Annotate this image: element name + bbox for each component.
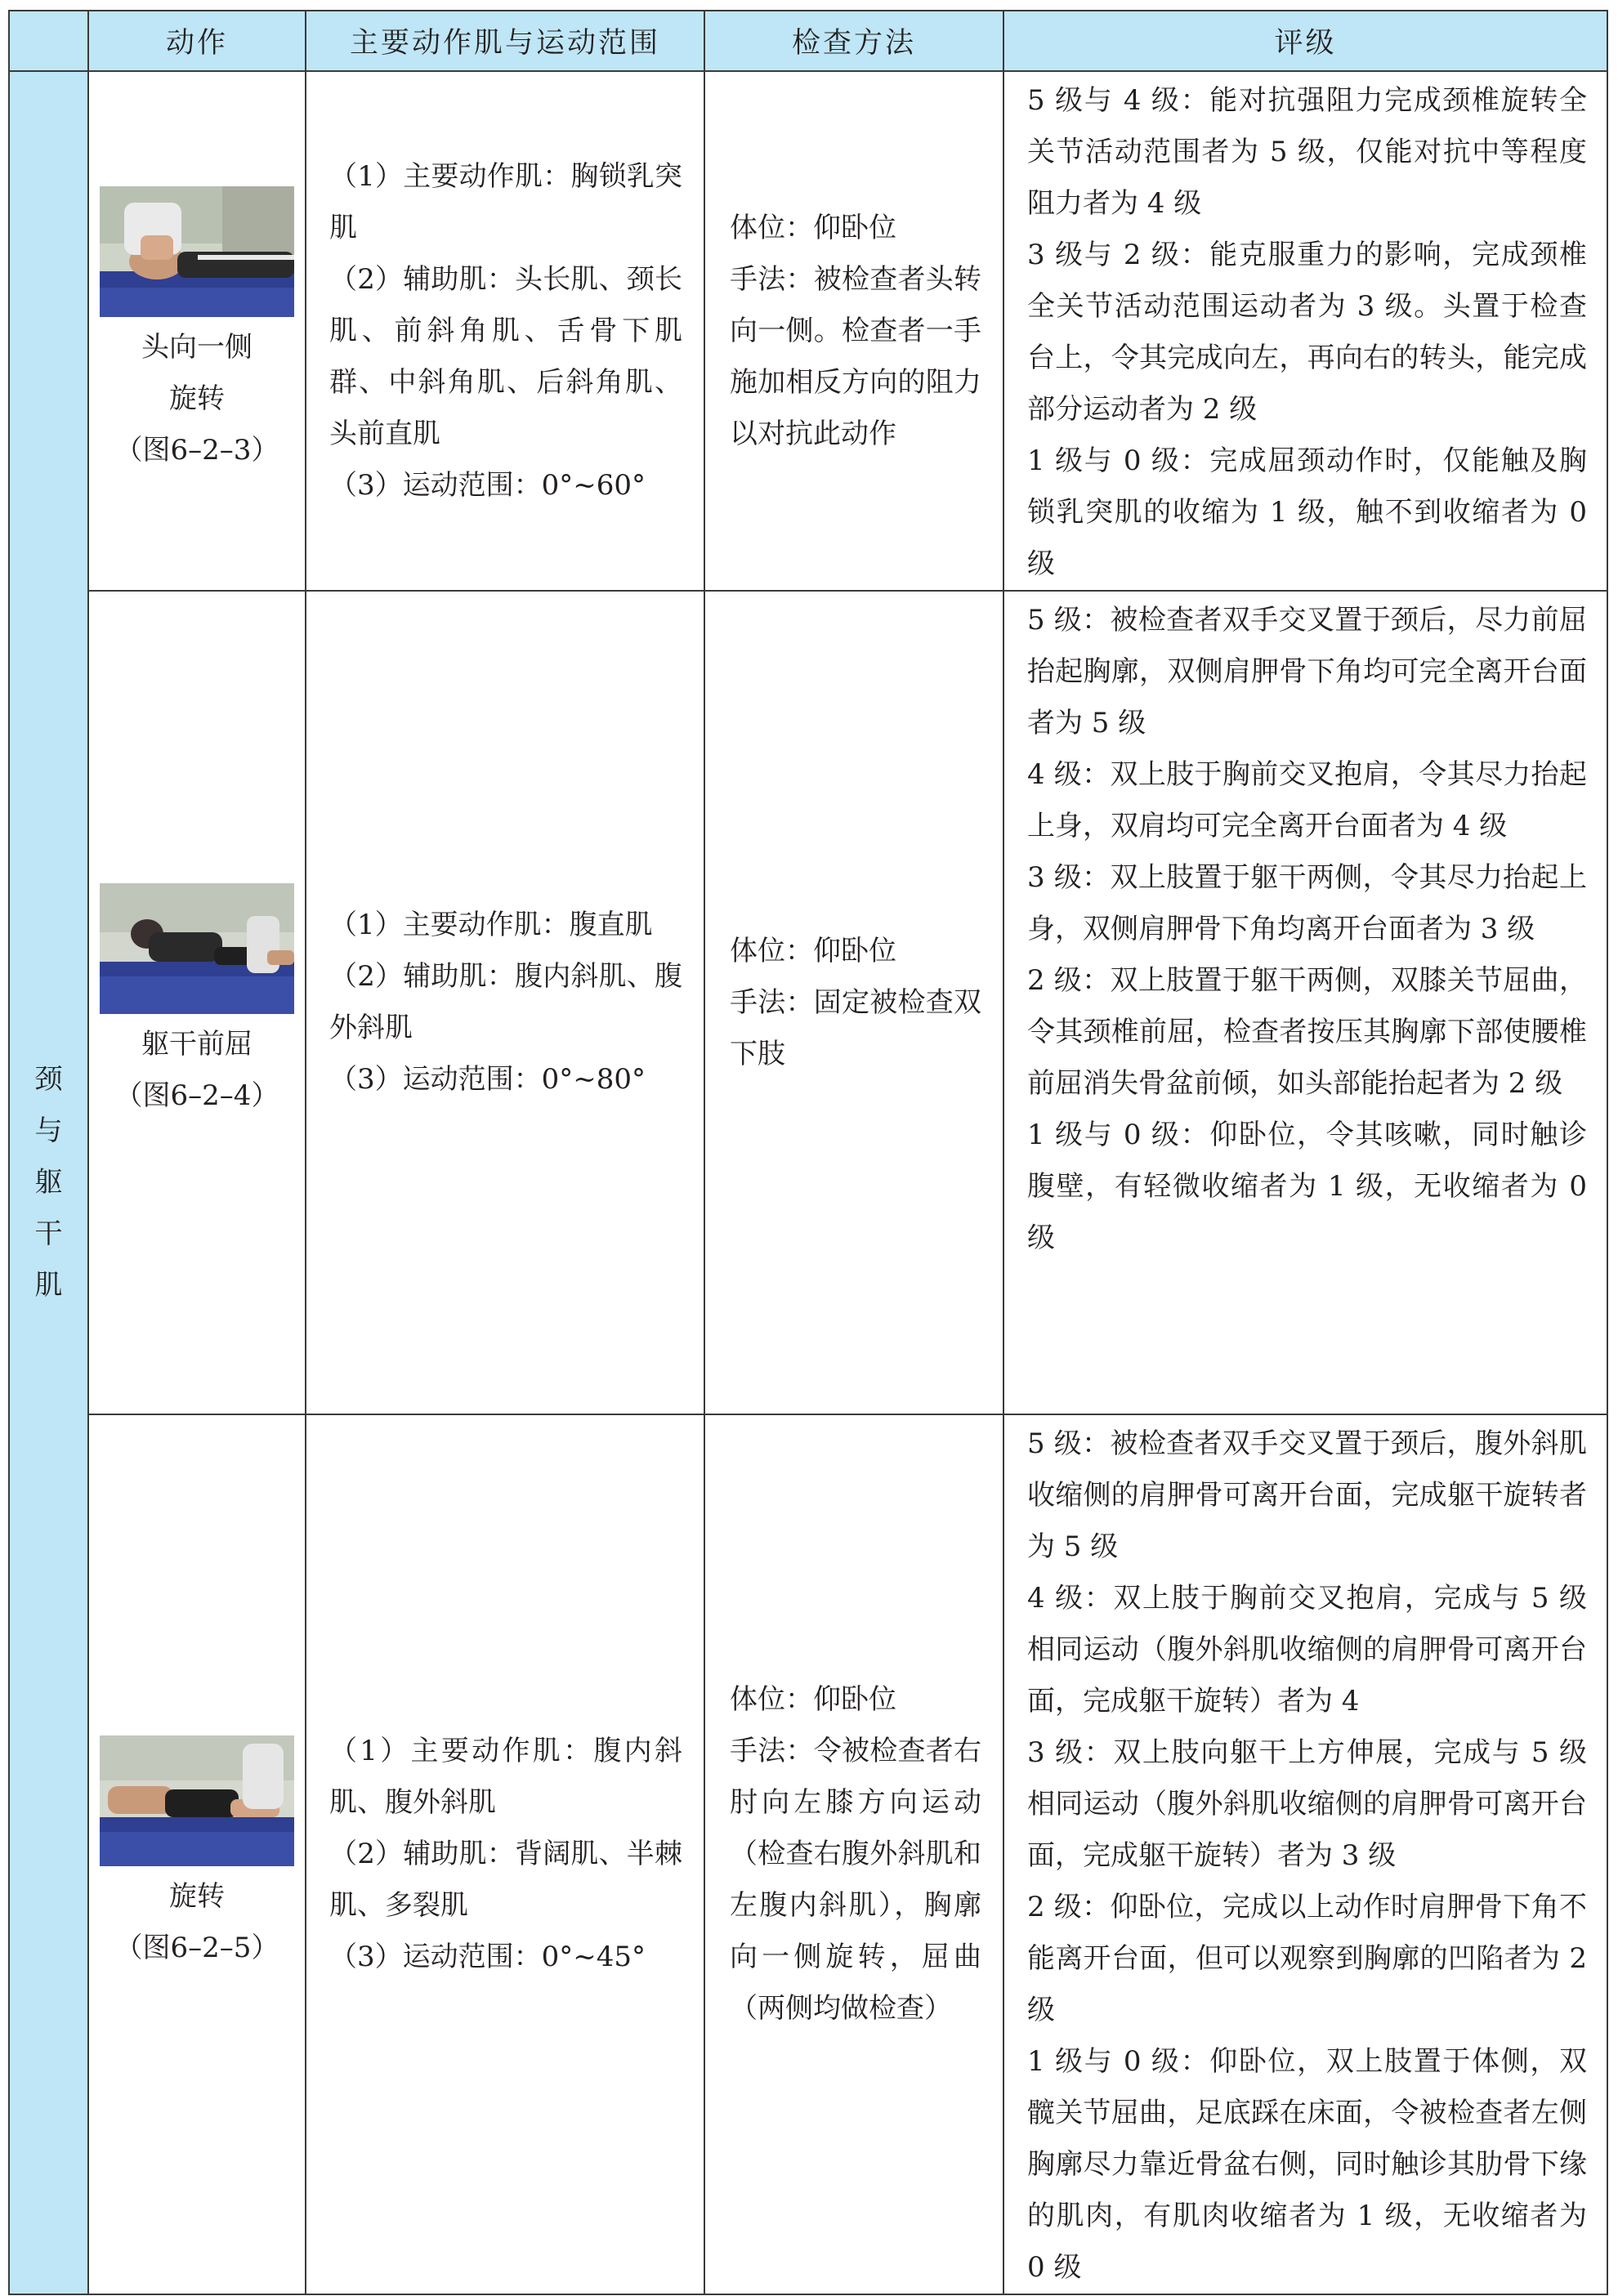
muscles-line: （3）运动范围：0°~60° <box>329 468 646 502</box>
grading-cell <box>1003 1414 1607 2294</box>
grading-line: 5 级：被检查者双手交叉置于颈后，尽力前屈抬起胸廓，双侧肩胛骨下角均可完全离开台面者为 5 级 <box>1027 604 1587 739</box>
group-char: 干 <box>34 1217 63 1250</box>
table-row <box>9 71 1607 591</box>
header-action: 动作 <box>88 11 306 71</box>
group-char: 颈 <box>34 1063 63 1096</box>
muscles-line: （3）运动范围：0°~80° <box>329 1063 646 1096</box>
method-cell <box>704 591 1003 1414</box>
grading-line: 5 级：被检查者双手交叉置于颈后，腹外斜肌收缩侧的肩胛骨可离开台面，完成躯干旋转者为 5 级 <box>1027 1427 1587 1563</box>
action-name-line: 头向一侧 <box>141 330 253 364</box>
grading-line: 2 级：仰卧位，完成以上动作时肩胛骨下角不能离开台面，但可以观察到胸廓的凹陷者为 2 级 <box>1027 1891 1587 2026</box>
muscles-cell <box>306 71 704 591</box>
action-cell <box>88 1414 306 2294</box>
muscles-line: （1）主要动作肌：腹直肌 <box>329 909 653 941</box>
group-char: 肌 <box>34 1269 63 1302</box>
grading-line: 4 级：双上肢于胸前交叉抱肩，令其尽力抬起上身，双肩均可完全离开台面者为 4 级 <box>1027 758 1587 842</box>
group-char: 躯 <box>34 1166 63 1199</box>
header-muscles: 主要动作肌与运动范围 <box>306 11 704 71</box>
action-cell <box>88 591 306 1414</box>
grading-line: 1 级与 0 级：仰卧位，令其咳嗽，同时触诊腹壁，有轻微收缩者为 1 级，无收缩者为 0 级 <box>1027 1119 1587 1254</box>
method-line: 体位：仰卧位 <box>730 934 896 967</box>
figure-ref: （图6–2–5） <box>114 1931 279 1964</box>
grading-line: 3 级：双上肢置于躯干两侧，令其尽力抬起上身，双侧肩胛骨下角均离开台面者为 3 级 <box>1027 861 1587 945</box>
method-cell <box>704 1414 1003 2294</box>
grading-line: 2 级：双上肢置于躯干两侧，双膝关节屈曲，令其颈椎前屈，检查者按压其胸廓下部使腰椎前屈消失骨盆前倾，如头部能抬起者为 2 级 <box>1027 964 1587 1100</box>
muscles-line: （2）辅助肌：头长肌、颈长肌、前斜角肌、舌骨下肌群、中斜角肌、后斜角肌、头前直肌 <box>329 262 682 450</box>
muscles-line: （1）主要动作肌：胸锁乳突肌 <box>329 159 682 244</box>
table-row <box>9 1414 1607 2294</box>
muscles-line: （2）辅助肌：背阔肌、半棘肌、多裂肌 <box>329 1838 682 1922</box>
trunk-flexion-photo-icon <box>100 883 294 1014</box>
muscles-cell <box>306 591 704 1414</box>
grading-line: 3 级：双上肢向躯干上方伸展，完成与 5 级相同运动（腹外斜肌收缩侧的肩胛骨可离开台面，完成躯干旋转）者为 3 级 <box>1027 1736 1587 1872</box>
header-corner <box>9 11 88 71</box>
method-cell <box>704 71 1003 591</box>
figure-ref: （图6–2–3） <box>114 433 279 467</box>
method-line: 体位：仰卧位 <box>730 1683 896 1716</box>
method-line: 体位：仰卧位 <box>730 211 896 244</box>
group-char: 与 <box>34 1114 63 1147</box>
action-name-line: 躯干前屈 <box>141 1028 253 1061</box>
muscles-line: （1）主要动作肌：腹内斜肌、腹外斜肌 <box>329 1735 682 1819</box>
header-row <box>9 11 1607 71</box>
method-line: 手法：令被检查者右肘向左膝方向运动（检查右腹外斜肌和左腹内斜肌），胸廓向一侧旋转，屈曲（两侧均做检查） <box>730 1735 981 2025</box>
header-grading: 评级 <box>1003 11 1607 71</box>
grading-line: 4 级：双上肢于胸前交叉抱肩，完成与 5 级相同运动（腹外斜肌收缩侧的肩胛骨可离开台面，完成躯干旋转）者为 4 <box>1027 1582 1587 1718</box>
action-name-line: 旋转 <box>169 382 225 415</box>
trunk-rotation-photo-icon <box>100 1735 294 1866</box>
action-cell <box>88 71 306 591</box>
table-row <box>9 591 1607 1414</box>
head-rotation-photo-icon <box>100 186 294 317</box>
grading-line: 3 级与 2 级：能克服重力的影响，完成颈椎全关节活动范围运动者为 3 级。头置于检查台上，令其完成向左，再向右的转头，能完成部分运动者为 2 级 <box>1027 239 1587 426</box>
grading-line: 1 级与 0 级：仰卧位，双上肢置于体侧，双髋关节屈曲，足底踩在床面，令被检查者左侧胸廓尽力靠近骨盆右侧，同时触诊其肋骨下缘的肌肉，有肌肉收缩者为 1 级，无收缩者为 0 级 <box>1027 2045 1587 2284</box>
grading-cell <box>1003 591 1607 1414</box>
method-line: 手法：被检查者头转向一侧。检查者一手施加相反方向的阻力以对抗此动作 <box>730 262 981 450</box>
muscles-cell <box>306 1414 704 2294</box>
grading-cell <box>1003 71 1607 591</box>
muscles-line: （2）辅助肌：腹内斜肌、腹外斜肌 <box>329 960 682 1044</box>
muscles-line: （3）运动范围：0°~45° <box>329 1941 646 1973</box>
action-name-line: 旋转 <box>169 1879 225 1913</box>
figure-ref: （图6–2–4） <box>114 1079 279 1112</box>
muscle-test-table <box>8 10 1608 2295</box>
group-label <box>9 71 88 2294</box>
grading-line: 1 级与 0 级：完成屈颈动作时，仅能触及胸锁乳突肌的收缩为 1 级，触不到收缩者为 0 级 <box>1027 444 1587 580</box>
header-method: 检查方法 <box>704 11 1003 71</box>
grading-line: 5 级与 4 级：能对抗强阻力完成颈椎旋转全关节活动范围者为 5 级，仅能对抗中等程度阻力者为 4 级 <box>1027 84 1587 220</box>
method-line: 手法：固定被检查双下肢 <box>730 985 981 1070</box>
